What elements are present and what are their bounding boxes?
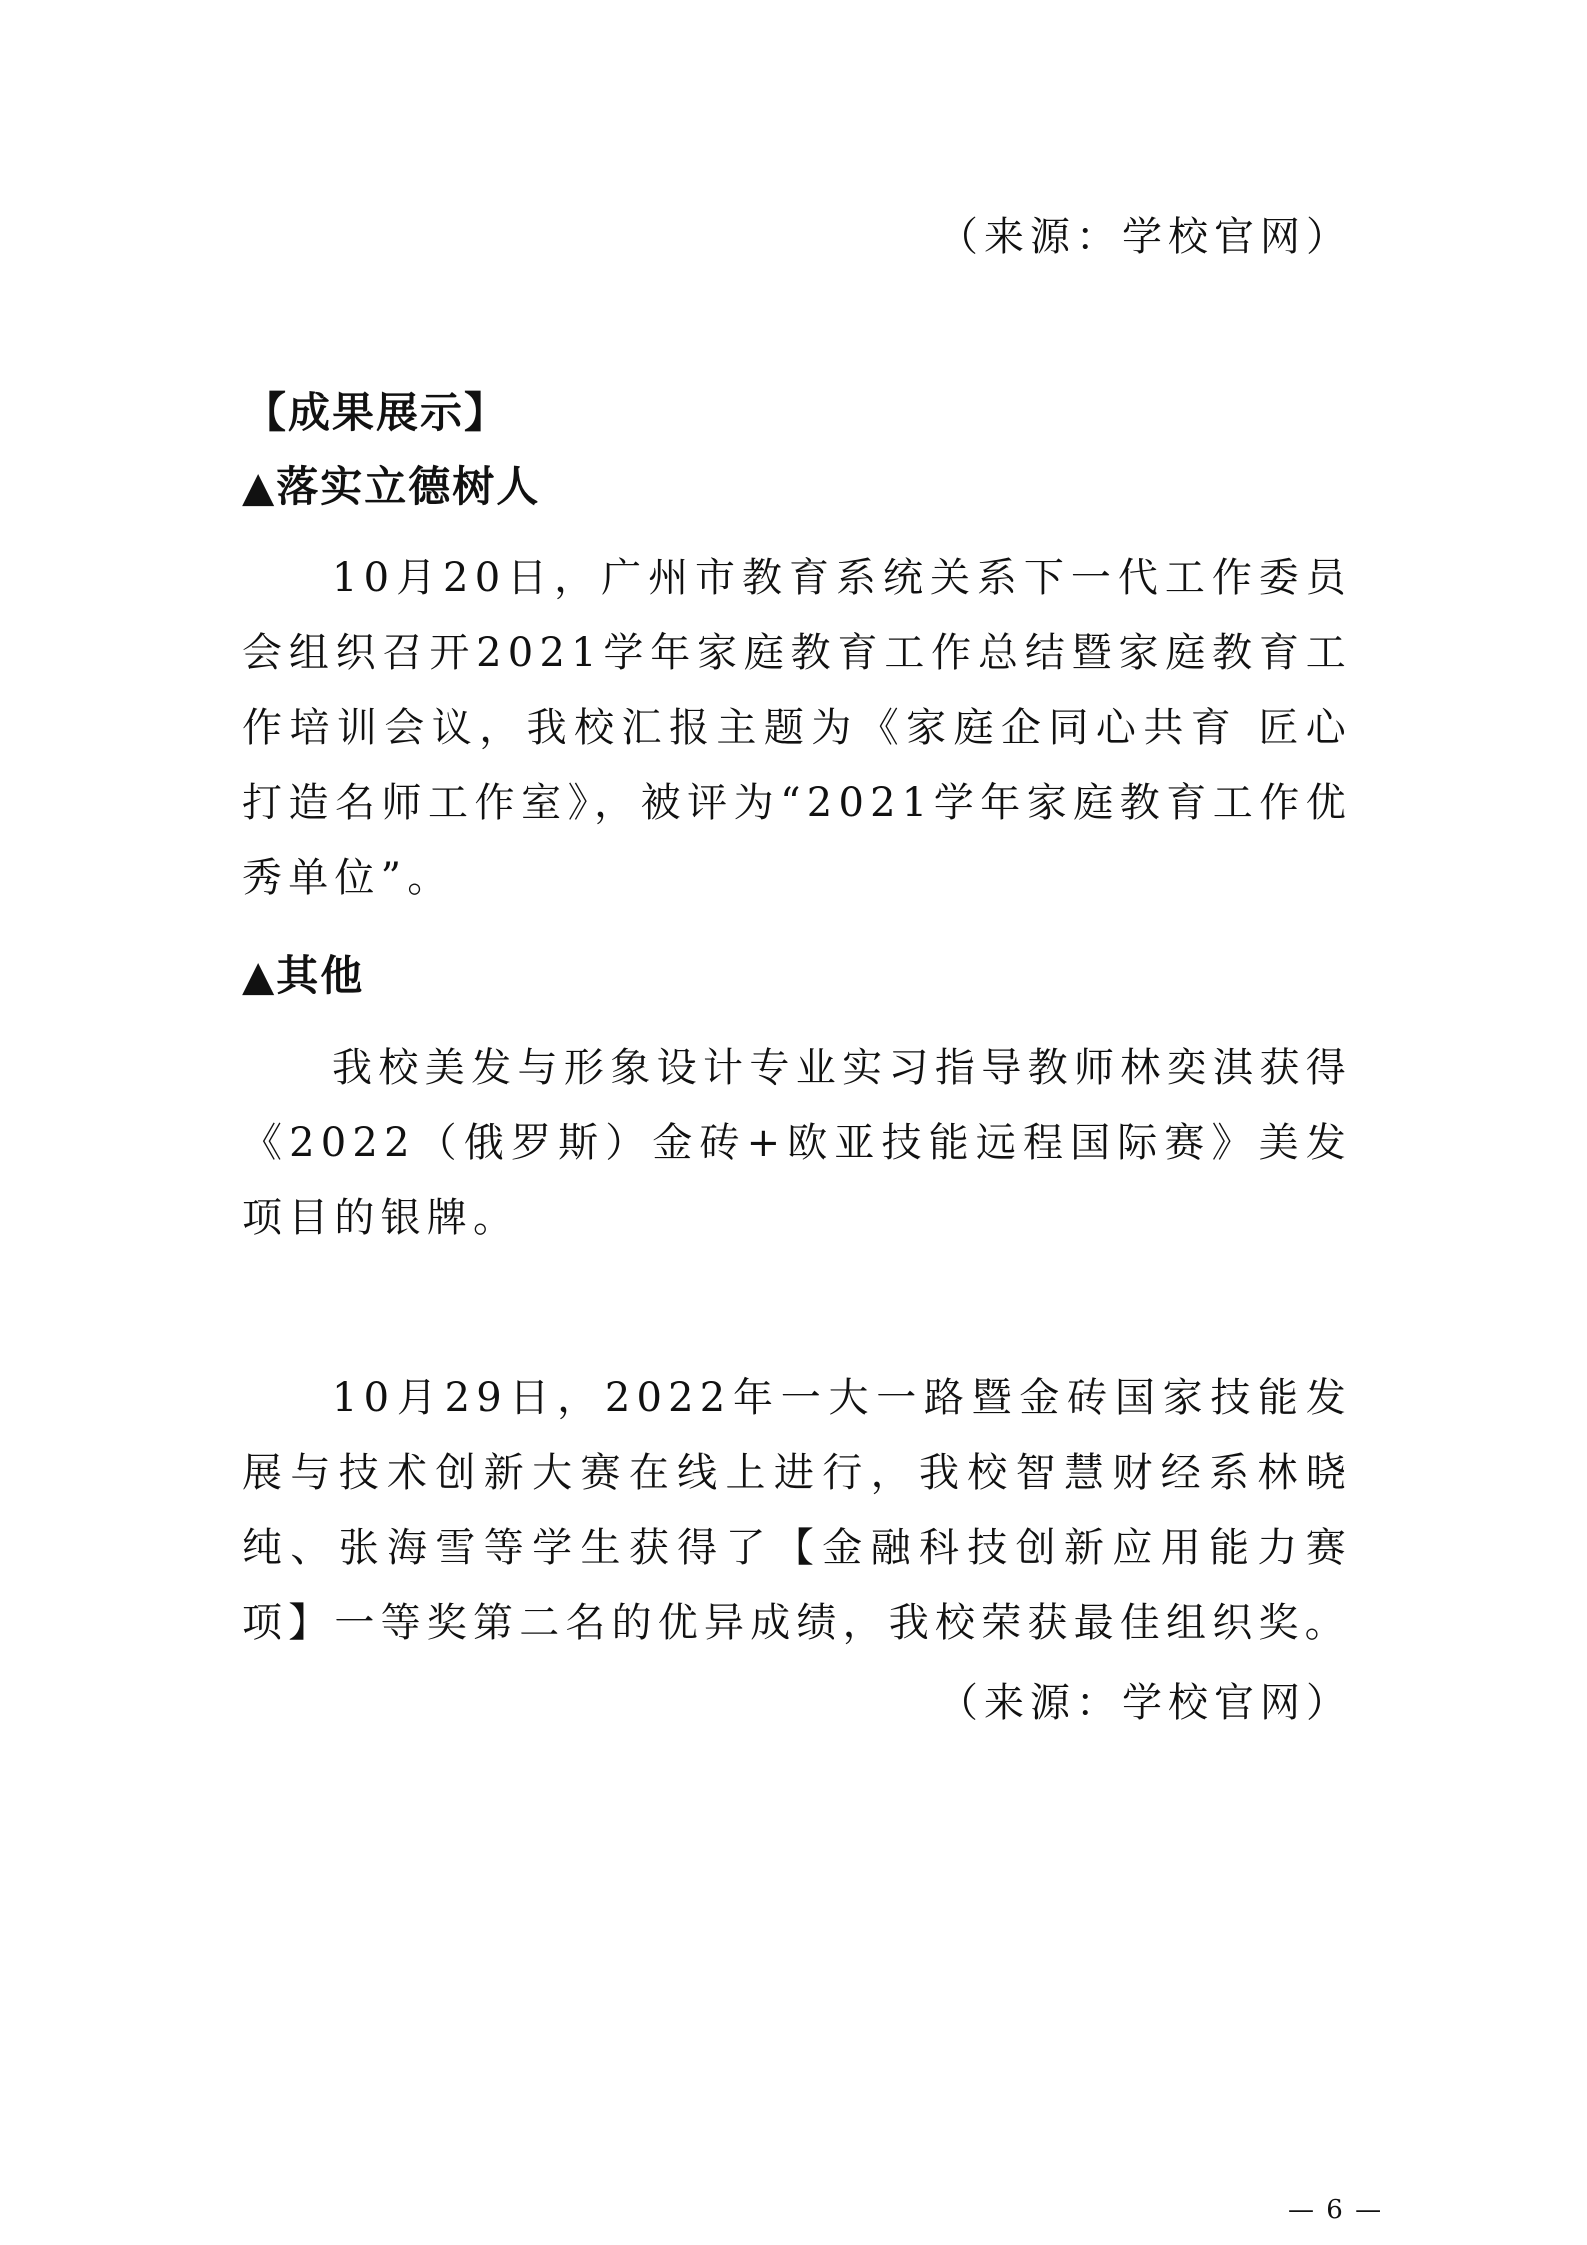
paragraph-family-education: 10月20日，广州市教育系统关系下一代工作委员会组织召开2021学年家庭教育工作总结暨家庭教育工作培训会议，我校汇报主题为《家庭企同心共育 匠心打造名师工作室》，被评为“2021学年家庭教育工作优秀单位”。 (242, 555, 1352, 901)
paragraph-brics-competition: 10月29日，2022年一大一路暨金砖国家技能发展与技术创新大赛在线上进行，我校智慧财经系林晓纯、张海雪等学生获得了【金融科技创新应用能力赛项】一等奖第二名的优异成绩，我校荣获最佳组织奖。 (242, 1375, 1352, 1646)
subsection-title-other: ▲其他 (242, 951, 365, 1000)
source-note-top: （来源：学校官网） (938, 214, 1352, 260)
page-number: — 6 — (1288, 2195, 1384, 2225)
subsection-title-moral-education: ▲落实立德树人 (242, 462, 541, 511)
source-note-bottom: （来源：学校官网） (938, 1680, 1352, 1726)
section-title: 【成果展示】 (244, 388, 509, 437)
paragraph-hairdressing-award: 我校美发与形象设计专业实习指导教师林奕淇获得《2022（俄罗斯）金砖+欧亚技能远程国际赛》美发项目的银牌。 (242, 1045, 1352, 1241)
